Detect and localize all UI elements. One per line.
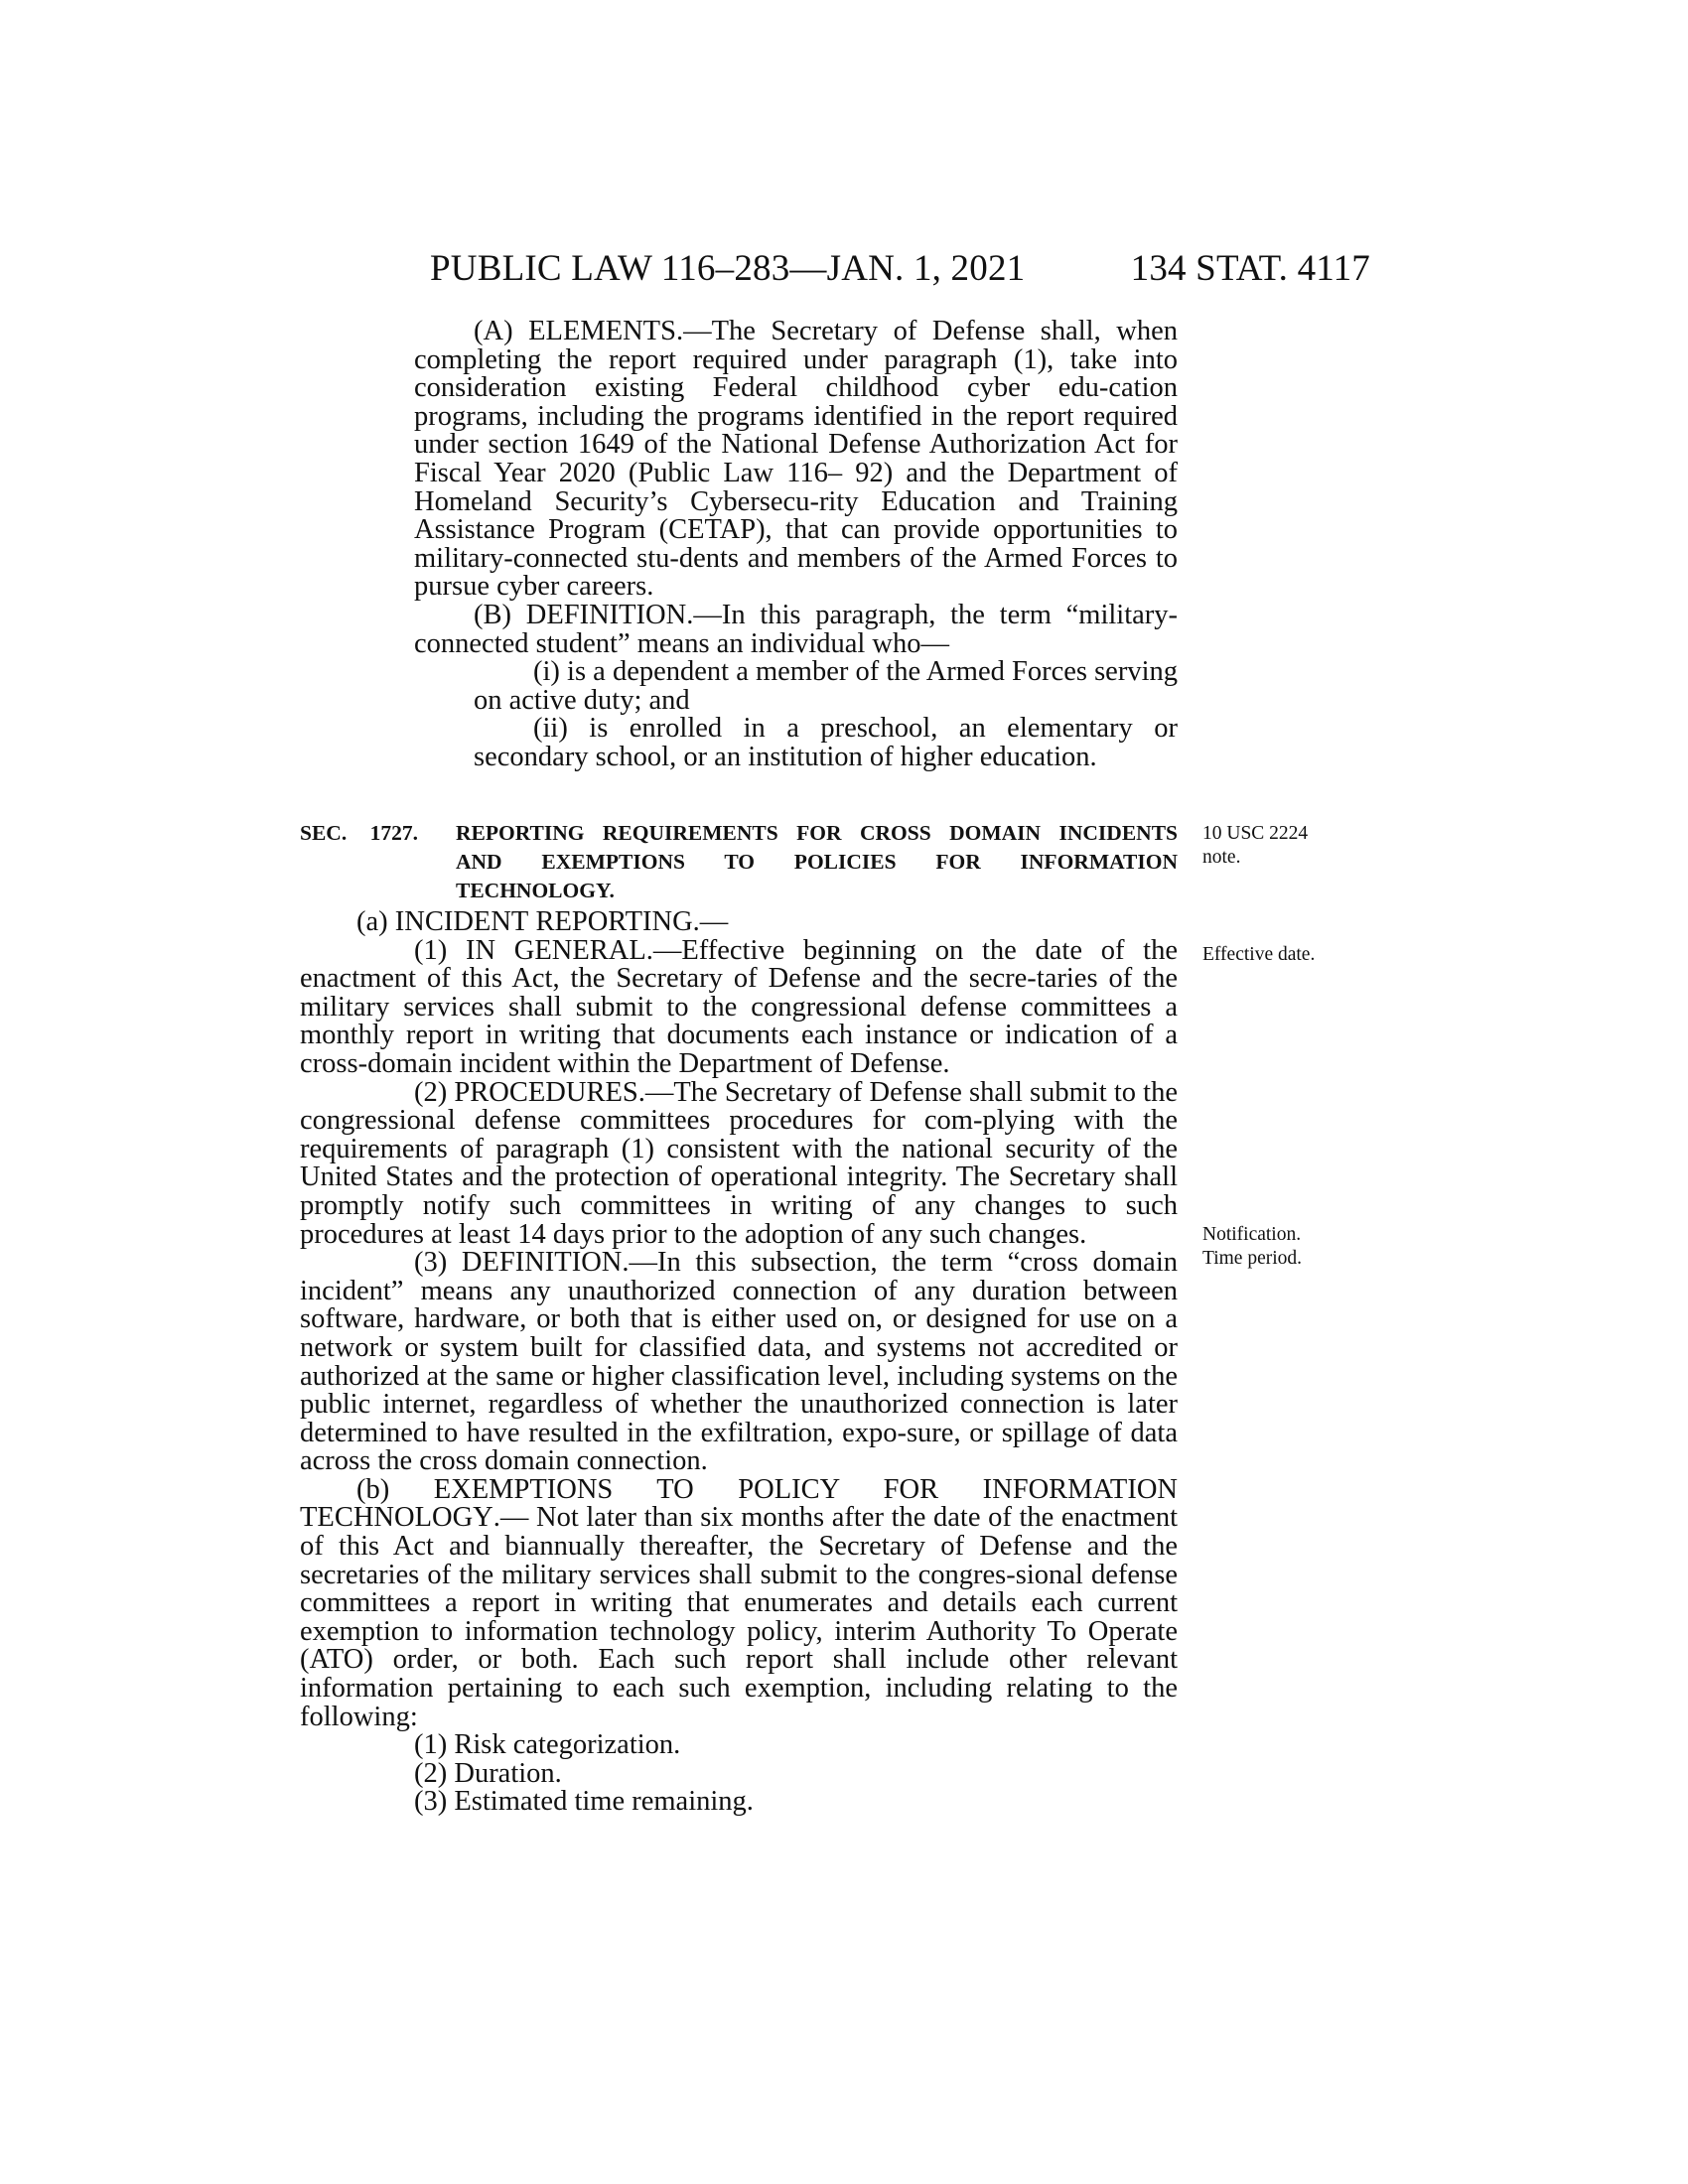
subsection-b-exemptions: (b) EXEMPTIONS TO POLICY FOR INFORMATION TECHNOLOGY.— Not later than six months after the date of the enactment of this Act and biannually thereafter, the Secretary of Defense and the secretaries of the military services shall submit to the congres-sional defense committees a report in writing that enumerates and details each current exemption to information technology policy, interim Authority To Operate (ATO) order, or both. Each such report shall include other relevant information pertaining to each such exemption, including relating to the following:: [300, 1473, 1179, 1732]
list-item: (1) Risk categorization.: [414, 1729, 681, 1761]
section-title: REPORTING REQUIREMENTS FOR CROSS DOMAIN INCIDENTS AND EXEMPTIONS TO POLICIES FOR INFORMATION TECHNOLOGY.: [456, 821, 1178, 902]
margin-note-notification: Notification. Time period.: [1202, 1224, 1303, 1269]
margin-note-usc: 10 USC 2224 note.: [1202, 823, 1309, 868]
upper-body: [300, 318, 1178, 772]
paragraph-2-procedures: (2) PROCEDURES.—The Secretary of Defense shall submit to the congressional defense committees procedures for com-plying with the requirements of paragraph (1) consistent with the national security of the United States and the protection of operational integrity. The Secretary shall promptly notify such committees in writing of any changes to such procedures at least 14 days prior to the adoption of any such changes.: [300, 1076, 1179, 1250]
running-head-page-number: 134 STAT. 4117: [1130, 248, 1370, 289]
margin-note-effective-date: Effective date.: [1202, 944, 1316, 965]
section-number: SEC. 1727.: [300, 821, 418, 845]
section-heading: [300, 819, 1178, 905]
running-head-title: PUBLIC LAW 116–283—JAN. 1, 2021: [430, 248, 1026, 289]
list-item: (2) Duration.: [414, 1757, 562, 1789]
clause-ii: (ii) is enrolled in a preschool, an elementary or secondary school, or an institution of higher education.: [474, 713, 1178, 772]
clause-i: (i) is a dependent a member of the Armed Forces serving on active duty; and: [474, 656, 1178, 716]
paragraph-b-definition: (B) DEFINITION.—In this paragraph, the term “military-connected student” means an individual who—: [414, 599, 1178, 659]
paragraph-a-elements: (A) ELEMENTS.—The Secretary of Defense shall, when completing the report required under paragraph (1), take into consideration existing Federal childhood cyber edu-cation programs, including the programs identified in the report required under section 1649 of the National Defense Authorization Act for Fiscal Year 2020 (Public Law 116– 92) and the Department of Homeland Security’s Cybersecu-rity Education and Training Assistance Program (CETAP), that can provide opportunities to military-connected stu-dents and members of the Armed Forces to pursue cyber careers.: [414, 316, 1179, 603]
subsection-a-heading: (a) INCIDENT REPORTING.—: [356, 906, 729, 937]
list-item: (3) Estimated time remaining.: [414, 1786, 754, 1818]
paragraph-3-definition: (3) DEFINITION.—In this subsection, the term “cross domain incident” means any unauthorized connection of any duration between software, hardware, or both that is either used on, or designed for use on a network or system built for classified data, and systems not accredited or authorized at the same or higher classification level, including systems on the public internet, regardless of whether the unauthorized connection is later determined to have resulted in the exfiltration, expo-sure, or spillage of data across the cross domain connection.: [300, 1247, 1178, 1477]
paragraph-1-in-general: (1) IN GENERAL.—Effective beginning on the date of the enactment of this Act, the Secretary of Defense and the secre-taries of the military services shall submit to the congressional defense committees a monthly report in writing that documents each instance or indication of a cross-domain incident within the Department of Defense.: [300, 934, 1179, 1079]
lower-body: [300, 908, 1178, 1817]
